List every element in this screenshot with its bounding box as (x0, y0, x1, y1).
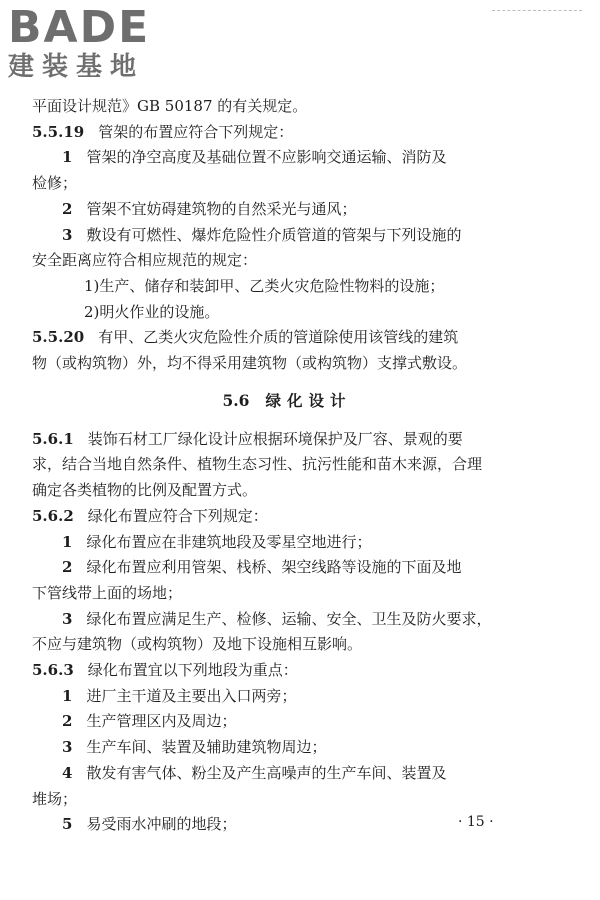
text-line: 堆场； (32, 789, 78, 808)
item-number: 4 (62, 763, 73, 782)
text-line: 不应与建筑物（或构筑物）及地下设施相互影响。 (32, 635, 363, 654)
item-text: 管架不宜妨碍建筑物的自然采光与通风； (86, 199, 357, 218)
text-line: 下管线带上面的场地； (32, 583, 183, 602)
item-text: 敷设有可燃性、爆炸危险性介质管道的管架与下列设施的 (86, 225, 462, 244)
page-number: · 15 · (458, 814, 494, 830)
item-text: 管架的净空高度及基础位置不应影响交通运输、消防及 (86, 148, 447, 167)
text-line: 平面设计规范》GB 50187 的有关规定。 (32, 97, 308, 115)
text-line: 确定各类植物的比例及配置方式。 (32, 481, 258, 500)
item-number: 2 (62, 558, 73, 577)
logo-subtitle: 建装基地 (8, 52, 145, 82)
clause-5-6-1 (32, 427, 542, 453)
bade-logo (8, 2, 178, 94)
clause-number: 5.6.3 (32, 661, 74, 680)
item-number: 2 (62, 712, 73, 731)
clause-text: 管架的布置应符合下列规定： (98, 122, 294, 141)
item-text: 生产管理区内及周边； (86, 712, 237, 731)
clause-text: 绿化布置宜以下列地段为重点： (87, 661, 298, 680)
text-line: 求，结合当地自然条件、植物生态习性、抗污性能和苗木来源，合理 (32, 455, 483, 474)
item-number: 3 (62, 225, 73, 244)
list-item (32, 555, 542, 581)
clause-text: 绿化布置应符合下列规定： (87, 506, 268, 525)
text-line: 物（或构筑物）外，均不得采用建筑物（或构筑物）支撑式敷设。 (32, 354, 468, 373)
list-item (32, 684, 542, 710)
list-item (32, 223, 542, 249)
clause-number: 5.6.1 (32, 429, 74, 448)
item-text: 进厂主干道及主要出入口两旁； (86, 686, 297, 705)
clause-5-6-2 (32, 504, 542, 530)
item-text: 散发有害气体、粉尘及产生高噪声的生产车间、装置及 (86, 763, 447, 782)
document-body (32, 94, 542, 838)
section-title: 绿化设计 (265, 390, 352, 410)
list-item (32, 145, 542, 171)
clause-number: 5.5.19 (32, 122, 85, 141)
clause-number: 5.5.20 (32, 328, 85, 347)
clause-5-6-3 (32, 658, 542, 684)
clause-text: 有甲、乙类火灾危险性介质的管道除使用该管线的建筑 (98, 328, 459, 347)
section-heading (32, 381, 542, 421)
item-number: 1 (62, 148, 73, 167)
item-text: 生产车间、装置及辅助建筑物周边； (86, 738, 327, 757)
text-line: 安全距离应符合相应规范的规定： (32, 251, 258, 270)
item-number: 5 (62, 815, 73, 834)
item-number: 3 (62, 738, 73, 757)
clause-text: 装饰石材工厂绿化设计应根据环境保护及厂容、景观的要 (87, 429, 463, 448)
logo-wordmark: BADE (8, 2, 151, 53)
clause-number: 5.6.2 (32, 506, 74, 525)
clause-5-5-19 (32, 120, 542, 146)
list-item (32, 761, 542, 787)
page-corner-mark (492, 0, 582, 11)
item-text: 绿化布置应在非建筑地段及零星空地进行； (86, 532, 372, 551)
item-number: 2 (62, 199, 73, 218)
item-number: 1 (62, 532, 73, 551)
list-item (32, 530, 542, 556)
clause-5-5-20 (32, 325, 542, 351)
sub-list-item: 2)明火作业的设施。 (84, 302, 220, 321)
list-item (32, 709, 542, 735)
item-text: 易受雨水冲刷的地段； (86, 815, 237, 834)
list-item (32, 735, 542, 761)
item-text: 绿化布置应满足生产、检修、运输、安全、卫生及防火要求， (86, 609, 492, 628)
text-line: 检修； (32, 174, 78, 193)
item-text: 绿化布置应利用管架、栈桥、架空线路等设施的下面及地 (86, 558, 462, 577)
item-number: 1 (62, 686, 73, 705)
list-item (32, 197, 542, 223)
sub-list-item: 1)生产、储存和装卸甲、乙类火灾危险性物料的设施； (84, 276, 445, 295)
list-item (32, 607, 542, 633)
section-number: 5.6 (222, 390, 250, 410)
item-number: 3 (62, 609, 73, 628)
